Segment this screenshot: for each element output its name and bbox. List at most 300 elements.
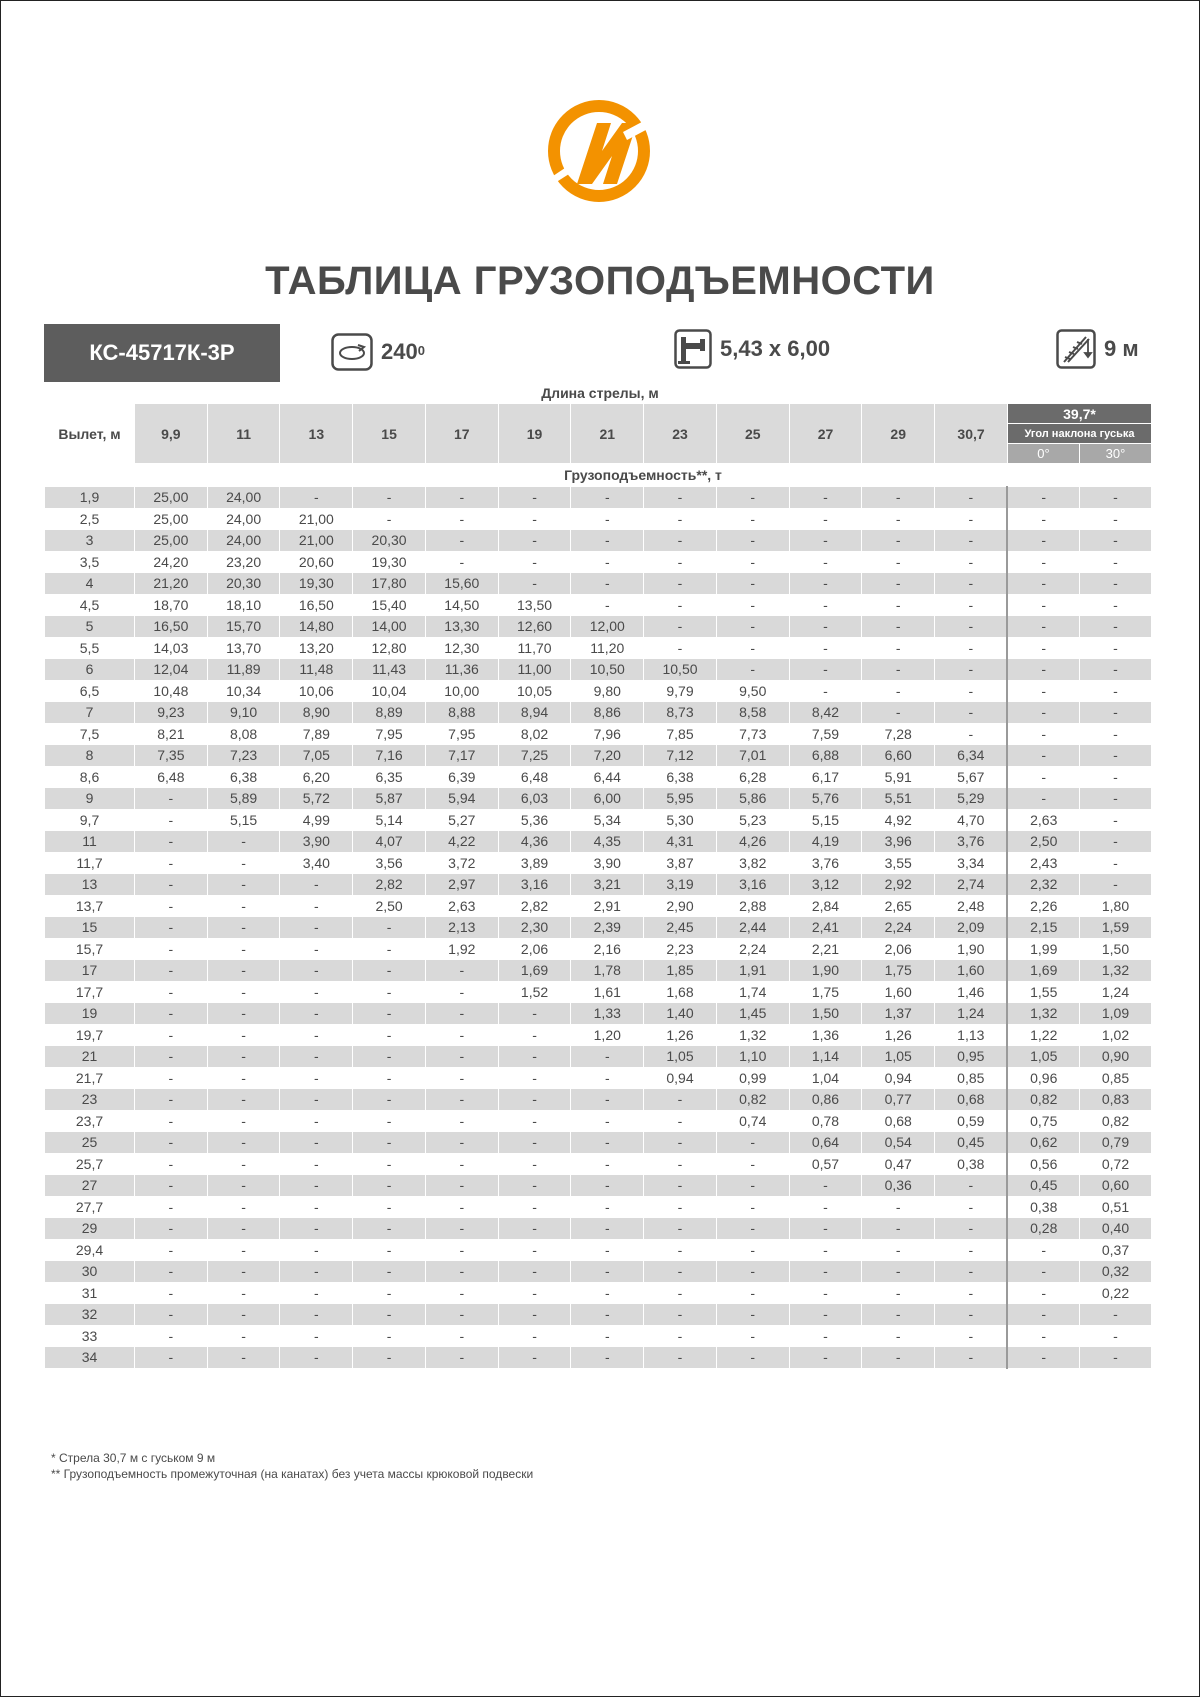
capacity-cell: - [207, 1325, 280, 1347]
capacity-cell: 2,09 [935, 917, 1008, 939]
capacity-cell: - [207, 960, 280, 982]
table-row [45, 616, 1152, 638]
capacity-cell: 2,92 [862, 874, 935, 896]
capacity-cell: - [571, 1153, 644, 1175]
capacity-cell: 7,28 [862, 723, 935, 745]
capacity-cell: - [1007, 766, 1079, 788]
capacity-cell: 1,78 [571, 960, 644, 982]
capacity-cell: - [425, 1132, 498, 1154]
capacity-cell: 8,21 [135, 723, 208, 745]
capacity-cell: 2,50 [353, 895, 426, 917]
boom-header: 21 [571, 404, 644, 464]
capacity-cell: 20,30 [207, 573, 280, 595]
capacity-cell: 10,34 [207, 680, 280, 702]
table-row [45, 1003, 1152, 1025]
capacity-cell: - [280, 960, 353, 982]
reach-cell: 4,5 [45, 594, 135, 616]
capacity-cell: 7,95 [353, 723, 426, 745]
capacity-cell: - [135, 831, 208, 853]
capacity-cell: 3,40 [280, 852, 353, 874]
capacity-cell: 7,12 [644, 745, 717, 767]
capacity-cell: 7,95 [425, 723, 498, 745]
capacity-cell: 2,63 [1007, 809, 1079, 831]
capacity-cell: - [353, 1132, 426, 1154]
reach-cell: 1,9 [45, 487, 135, 509]
capacity-cell: - [498, 1067, 571, 1089]
capacity-cell: - [498, 1304, 571, 1326]
capacity-cell: 6,44 [571, 766, 644, 788]
capacity-cell: 3,55 [862, 852, 935, 874]
capacity-cell: 5,72 [280, 788, 353, 810]
capacity-cell: - [353, 1196, 426, 1218]
capacity-cell: - [1007, 659, 1079, 681]
capacity-cell: 1,45 [716, 1003, 789, 1025]
capacity-cell: - [1079, 573, 1151, 595]
capacity-cell: 1,46 [935, 981, 1008, 1003]
capacity-cell: - [425, 1239, 498, 1261]
capacity-cell: - [207, 1175, 280, 1197]
capacity-cell: 5,30 [644, 809, 717, 831]
capacity-cell: - [280, 1261, 353, 1283]
capacity-cell: 5,23 [716, 809, 789, 831]
capacity-cell: - [716, 1132, 789, 1154]
capacity-cell: 3,16 [498, 874, 571, 896]
capacity-cell: 7,35 [135, 745, 208, 767]
capacity-cell: - [135, 1325, 208, 1347]
capacity-cell: 2,74 [935, 874, 1008, 896]
reach-cell: 11,7 [45, 852, 135, 874]
table-row [45, 702, 1152, 724]
capacity-cell: 2,84 [789, 895, 862, 917]
footnotes [51, 1450, 533, 1482]
capacity-cell: - [935, 530, 1008, 552]
capacity-cell: 8,94 [498, 702, 571, 724]
capacity-cell: - [207, 1304, 280, 1326]
capacity-cell: 18,70 [135, 594, 208, 616]
capacity-cell: 2,21 [789, 938, 862, 960]
capacity-cell: 9,79 [644, 680, 717, 702]
capacity-cell: - [644, 1261, 717, 1283]
capacity-cell: - [1079, 530, 1151, 552]
reach-cell: 15 [45, 917, 135, 939]
capacity-cell: - [135, 1304, 208, 1326]
table-row [45, 659, 1152, 681]
capacity-cell: 1,50 [1079, 938, 1151, 960]
capacity-cell: 21,00 [280, 530, 353, 552]
reach-cell: 5,5 [45, 637, 135, 659]
capacity-cell: - [935, 1325, 1008, 1347]
reach-cell: 21,7 [45, 1067, 135, 1089]
capacity-cell: - [1007, 1261, 1079, 1283]
capacity-cell: 0,75 [1007, 1110, 1079, 1132]
reach-cell: 13 [45, 874, 135, 896]
capacity-cell: 0,82 [1079, 1110, 1151, 1132]
capacity-cell: - [353, 1218, 426, 1240]
reach-cell: 8,6 [45, 766, 135, 788]
capacity-cell: 1,59 [1079, 917, 1151, 939]
capacity-cell: 1,69 [498, 960, 571, 982]
capacity-cell: - [789, 1304, 862, 1326]
capacity-cell: 8,90 [280, 702, 353, 724]
boom-length-caption: Длина стрелы, м [541, 385, 659, 401]
capacity-cell: 3,56 [353, 852, 426, 874]
capacity-cell: - [425, 1218, 498, 1240]
capacity-cell: 6,35 [353, 766, 426, 788]
capacity-cell: 8,73 [644, 702, 717, 724]
capacity-cell: 1,05 [644, 1046, 717, 1068]
capacity-cell: - [571, 573, 644, 595]
reach-cell: 23 [45, 1089, 135, 1111]
capacity-cell: - [135, 1110, 208, 1132]
capacity-cell: - [425, 1347, 498, 1369]
capacity-cell: - [280, 1003, 353, 1025]
capacity-cell: 5,86 [716, 788, 789, 810]
capacity-cell: - [207, 938, 280, 960]
capacity-cell: - [935, 1282, 1008, 1304]
capacity-cell: 7,17 [425, 745, 498, 767]
capacity-cell: 5,15 [789, 809, 862, 831]
table-row [45, 1282, 1152, 1304]
capacity-cell: - [353, 938, 426, 960]
capacity-cell: 14,80 [280, 616, 353, 638]
capacity-cell: 0,38 [935, 1153, 1008, 1175]
capacity-cell: 1,91 [716, 960, 789, 982]
capacity-cell: - [862, 1282, 935, 1304]
capacity-cell: - [498, 1239, 571, 1261]
capacity-cell: - [207, 1046, 280, 1068]
capacity-cell: - [935, 1196, 1008, 1218]
capacity-cell: - [716, 551, 789, 573]
table-row [45, 637, 1152, 659]
capacity-cell: - [135, 852, 208, 874]
capacity-cell: 8,02 [498, 723, 571, 745]
boom-header: 11 [207, 404, 280, 464]
capacity-cell: 4,22 [425, 831, 498, 853]
reach-cell: 11 [45, 831, 135, 853]
capacity-cell: 11,36 [425, 659, 498, 681]
capacity-cell: 3,90 [280, 831, 353, 853]
capacity-cell: - [353, 981, 426, 1003]
capacity-cell: - [353, 1304, 426, 1326]
table-row [45, 1024, 1152, 1046]
capacity-cell: - [716, 637, 789, 659]
boom-header: 27 [789, 404, 862, 464]
capacity-cell: - [498, 1325, 571, 1347]
capacity-cell: - [280, 938, 353, 960]
capacity-cell: - [353, 1261, 426, 1283]
capacity-cell: 1,32 [716, 1024, 789, 1046]
capacity-cell: 21,20 [135, 573, 208, 595]
capacity-cell: 3,34 [935, 852, 1008, 874]
table-row [45, 594, 1152, 616]
capacity-cell: - [716, 1239, 789, 1261]
capacity-cell: 0,62 [1007, 1132, 1079, 1154]
capacity-cell: 9,80 [571, 680, 644, 702]
capacity-cell: - [280, 1218, 353, 1240]
capacity-cell: 24,00 [207, 508, 280, 530]
capacity-cell: - [207, 1024, 280, 1046]
capacity-cell: - [1007, 594, 1079, 616]
capacity-cell: 15,60 [425, 573, 498, 595]
capacity-cell: - [644, 1089, 717, 1111]
capacity-cell: - [135, 809, 208, 831]
capacity-cell: - [789, 487, 862, 509]
capacity-cell: - [644, 1282, 717, 1304]
capacity-cell: 12,04 [135, 659, 208, 681]
capacity-cell: 5,29 [935, 788, 1008, 810]
capacity-cell: - [1079, 616, 1151, 638]
capacity-cell: - [571, 1325, 644, 1347]
reach-cell: 33 [45, 1325, 135, 1347]
capacity-cell: - [280, 1089, 353, 1111]
capacity-cell: - [571, 1110, 644, 1132]
capacity-cell: - [644, 508, 717, 530]
capacity-cell: 15,70 [207, 616, 280, 638]
capacity-cell: - [498, 508, 571, 530]
capacity-cell: - [935, 508, 1008, 530]
capacity-cell: - [135, 960, 208, 982]
capacity-cell: 0,59 [935, 1110, 1008, 1132]
capacity-cell: 18,10 [207, 594, 280, 616]
capacity-cell: 5,27 [425, 809, 498, 831]
table-row [45, 1153, 1152, 1175]
capacity-cell: - [716, 1282, 789, 1304]
capacity-cell: - [425, 487, 498, 509]
capacity-cell: - [353, 1347, 426, 1369]
reach-cell: 17 [45, 960, 135, 982]
capacity-cell: - [280, 895, 353, 917]
capacity-cell: - [425, 1089, 498, 1111]
capacity-cell: 17,80 [353, 573, 426, 595]
capacity-cell: - [644, 1196, 717, 1218]
reach-cell: 25 [45, 1132, 135, 1154]
capacity-cell: - [425, 1304, 498, 1326]
capacity-cell: 8,42 [789, 702, 862, 724]
boom-header: 29 [862, 404, 935, 464]
capacity-cell: 0,95 [935, 1046, 1008, 1068]
table-row [45, 852, 1152, 874]
capacity-cell: 25,00 [135, 530, 208, 552]
capacity-cell: - [207, 1110, 280, 1132]
capacity-cell: - [935, 551, 1008, 573]
capacity-cell: - [353, 960, 426, 982]
capacity-cell: - [935, 573, 1008, 595]
capacity-cell: - [935, 680, 1008, 702]
capacity-cell: - [862, 530, 935, 552]
capacity-cell: - [207, 1153, 280, 1175]
capacity-cell: 1,75 [862, 960, 935, 982]
capacity-cell: - [716, 594, 789, 616]
capacity-cell: - [498, 1261, 571, 1283]
capacity-cell: 0,74 [716, 1110, 789, 1132]
capacity-cell: - [789, 680, 862, 702]
capacity-cell: - [571, 1304, 644, 1326]
capacity-cell: 2,44 [716, 917, 789, 939]
capacity-cell: - [716, 1196, 789, 1218]
capacity-cell: 11,00 [498, 659, 571, 681]
capacity-cell: 2,45 [644, 917, 717, 939]
capacity-cell: - [644, 551, 717, 573]
capacity-cell: 10,50 [644, 659, 717, 681]
capacity-cell: - [789, 1261, 862, 1283]
capacity-cell: - [1007, 1347, 1079, 1369]
capacity-cell: - [135, 874, 208, 896]
capacity-cell: 6,17 [789, 766, 862, 788]
reach-cell: 9,7 [45, 809, 135, 831]
capacity-cell: 3,72 [425, 852, 498, 874]
capacity-cell: - [1007, 530, 1079, 552]
capacity-cell: - [644, 1304, 717, 1326]
capacity-cell: - [207, 981, 280, 1003]
load-chart-table [44, 403, 1152, 1369]
capacity-cell: - [1079, 745, 1151, 767]
capacity-cell: - [135, 1089, 208, 1111]
capacity-cell: 2,41 [789, 917, 862, 939]
capacity-cell: - [862, 573, 935, 595]
table-row [45, 573, 1152, 595]
capacity-cell: - [935, 702, 1008, 724]
capacity-cell: - [135, 938, 208, 960]
capacity-cell: 3,76 [789, 852, 862, 874]
table-row [45, 917, 1152, 939]
capacity-cell: - [207, 1132, 280, 1154]
capacity-cell: 8,86 [571, 702, 644, 724]
reach-cell: 13,7 [45, 895, 135, 917]
capacity-cell: 2,23 [644, 938, 717, 960]
table-row [45, 788, 1152, 810]
capacity-cell: - [789, 1239, 862, 1261]
capacity-cell: 9,23 [135, 702, 208, 724]
capacity-cell: 2,43 [1007, 852, 1079, 874]
capacity-cell: - [280, 1067, 353, 1089]
capacity-cell: - [207, 1218, 280, 1240]
capacity-cell: 2,32 [1007, 874, 1079, 896]
reach-cell: 3,5 [45, 551, 135, 573]
capacity-cell: 4,92 [862, 809, 935, 831]
capacity-cell: 11,48 [280, 659, 353, 681]
capacity-cell: - [1079, 1304, 1151, 1326]
capacity-cell: - [1007, 702, 1079, 724]
capacity-cell: - [280, 1132, 353, 1154]
capacity-cell: - [1079, 551, 1151, 573]
capacity-cell: 2,63 [425, 895, 498, 917]
capacity-cell: 2,26 [1007, 895, 1079, 917]
capacity-cell: - [1079, 508, 1151, 530]
capacity-cell: 0,94 [644, 1067, 717, 1089]
capacity-cell: - [353, 1067, 426, 1089]
capacity-cell: 21,00 [280, 508, 353, 530]
capacity-cell: - [498, 1089, 571, 1111]
capacity-cell: - [135, 788, 208, 810]
capacity-cell: - [425, 1261, 498, 1283]
capacity-cell: 9,10 [207, 702, 280, 724]
capacity-cell: - [862, 1218, 935, 1240]
capacity-cell: 3,16 [716, 874, 789, 896]
capacity-cell: - [498, 1282, 571, 1304]
reach-cell: 8 [45, 745, 135, 767]
capacity-cell: 0,99 [716, 1067, 789, 1089]
boom-header: 17 [425, 404, 498, 464]
capacity-cell: 10,04 [353, 680, 426, 702]
capacity-cell: - [425, 1067, 498, 1089]
capacity-cell: - [1079, 788, 1151, 810]
capacity-cell: 6,38 [644, 766, 717, 788]
capacity-cell: 6,88 [789, 745, 862, 767]
capacity-cell: 2,50 [1007, 831, 1079, 853]
capacity-cell: - [353, 1153, 426, 1175]
table-row [45, 1239, 1152, 1261]
capacity-cell: - [862, 616, 935, 638]
capacity-cell: 4,35 [571, 831, 644, 853]
reach-cell: 29 [45, 1218, 135, 1240]
capacity-cell: 1,61 [571, 981, 644, 1003]
rotation-icon [331, 333, 373, 371]
capacity-cell: - [1079, 874, 1151, 896]
jib-angle-30: 30° [1079, 444, 1151, 464]
capacity-cell: 1,20 [571, 1024, 644, 1046]
capacity-cell: - [135, 1347, 208, 1369]
capacity-cell: - [425, 1196, 498, 1218]
reach-cell: 2,5 [45, 508, 135, 530]
capacity-cell: 0,82 [716, 1089, 789, 1111]
reach-cell: 27,7 [45, 1196, 135, 1218]
capacity-cell: - [280, 1282, 353, 1304]
capacity-cell: - [1007, 745, 1079, 767]
capacity-cell: 10,48 [135, 680, 208, 702]
capacity-cell: - [280, 1046, 353, 1068]
capacity-cell: - [644, 487, 717, 509]
capacity-cell: 3,96 [862, 831, 935, 853]
capacity-cell: - [862, 1325, 935, 1347]
reach-cell: 5 [45, 616, 135, 638]
capacity-cell: 2,91 [571, 895, 644, 917]
capacity-cell: - [571, 1347, 644, 1369]
capacity-cell: - [425, 1003, 498, 1025]
table-row [45, 530, 1152, 552]
capacity-cell: - [425, 1175, 498, 1197]
capacity-cell: - [280, 487, 353, 509]
capacity-cell: 0,85 [1079, 1067, 1151, 1089]
capacity-cell: 1,02 [1079, 1024, 1151, 1046]
rotation-value: 240 [381, 339, 418, 364]
capacity-cell: - [1079, 1347, 1151, 1369]
table-row [45, 508, 1152, 530]
table-row [45, 766, 1152, 788]
capacity-cell: - [1007, 680, 1079, 702]
capacity-cell: 1,36 [789, 1024, 862, 1046]
capacity-cell: - [498, 1175, 571, 1197]
capacity-cell: 2,82 [353, 874, 426, 896]
capacity-cell: - [135, 1153, 208, 1175]
capacity-cell: - [862, 1196, 935, 1218]
capacity-cell: 4,70 [935, 809, 1008, 831]
capacity-cell: 4,26 [716, 831, 789, 853]
boom-header: 23 [644, 404, 717, 464]
capacity-cell: 4,07 [353, 831, 426, 853]
capacity-cell: - [353, 1239, 426, 1261]
capacity-cell: - [716, 1304, 789, 1326]
capacity-cell: - [789, 573, 862, 595]
capacity-cell: 2,88 [716, 895, 789, 917]
capacity-cell: - [1079, 809, 1151, 831]
capacity-cell: 4,99 [280, 809, 353, 831]
capacity-cell: 6,00 [571, 788, 644, 810]
capacity-cell: - [571, 1067, 644, 1089]
capacity-cell: - [498, 1110, 571, 1132]
capacity-cell: 0,64 [789, 1132, 862, 1154]
capacity-cell: 2,24 [716, 938, 789, 960]
capacity-cell: - [789, 1347, 862, 1369]
